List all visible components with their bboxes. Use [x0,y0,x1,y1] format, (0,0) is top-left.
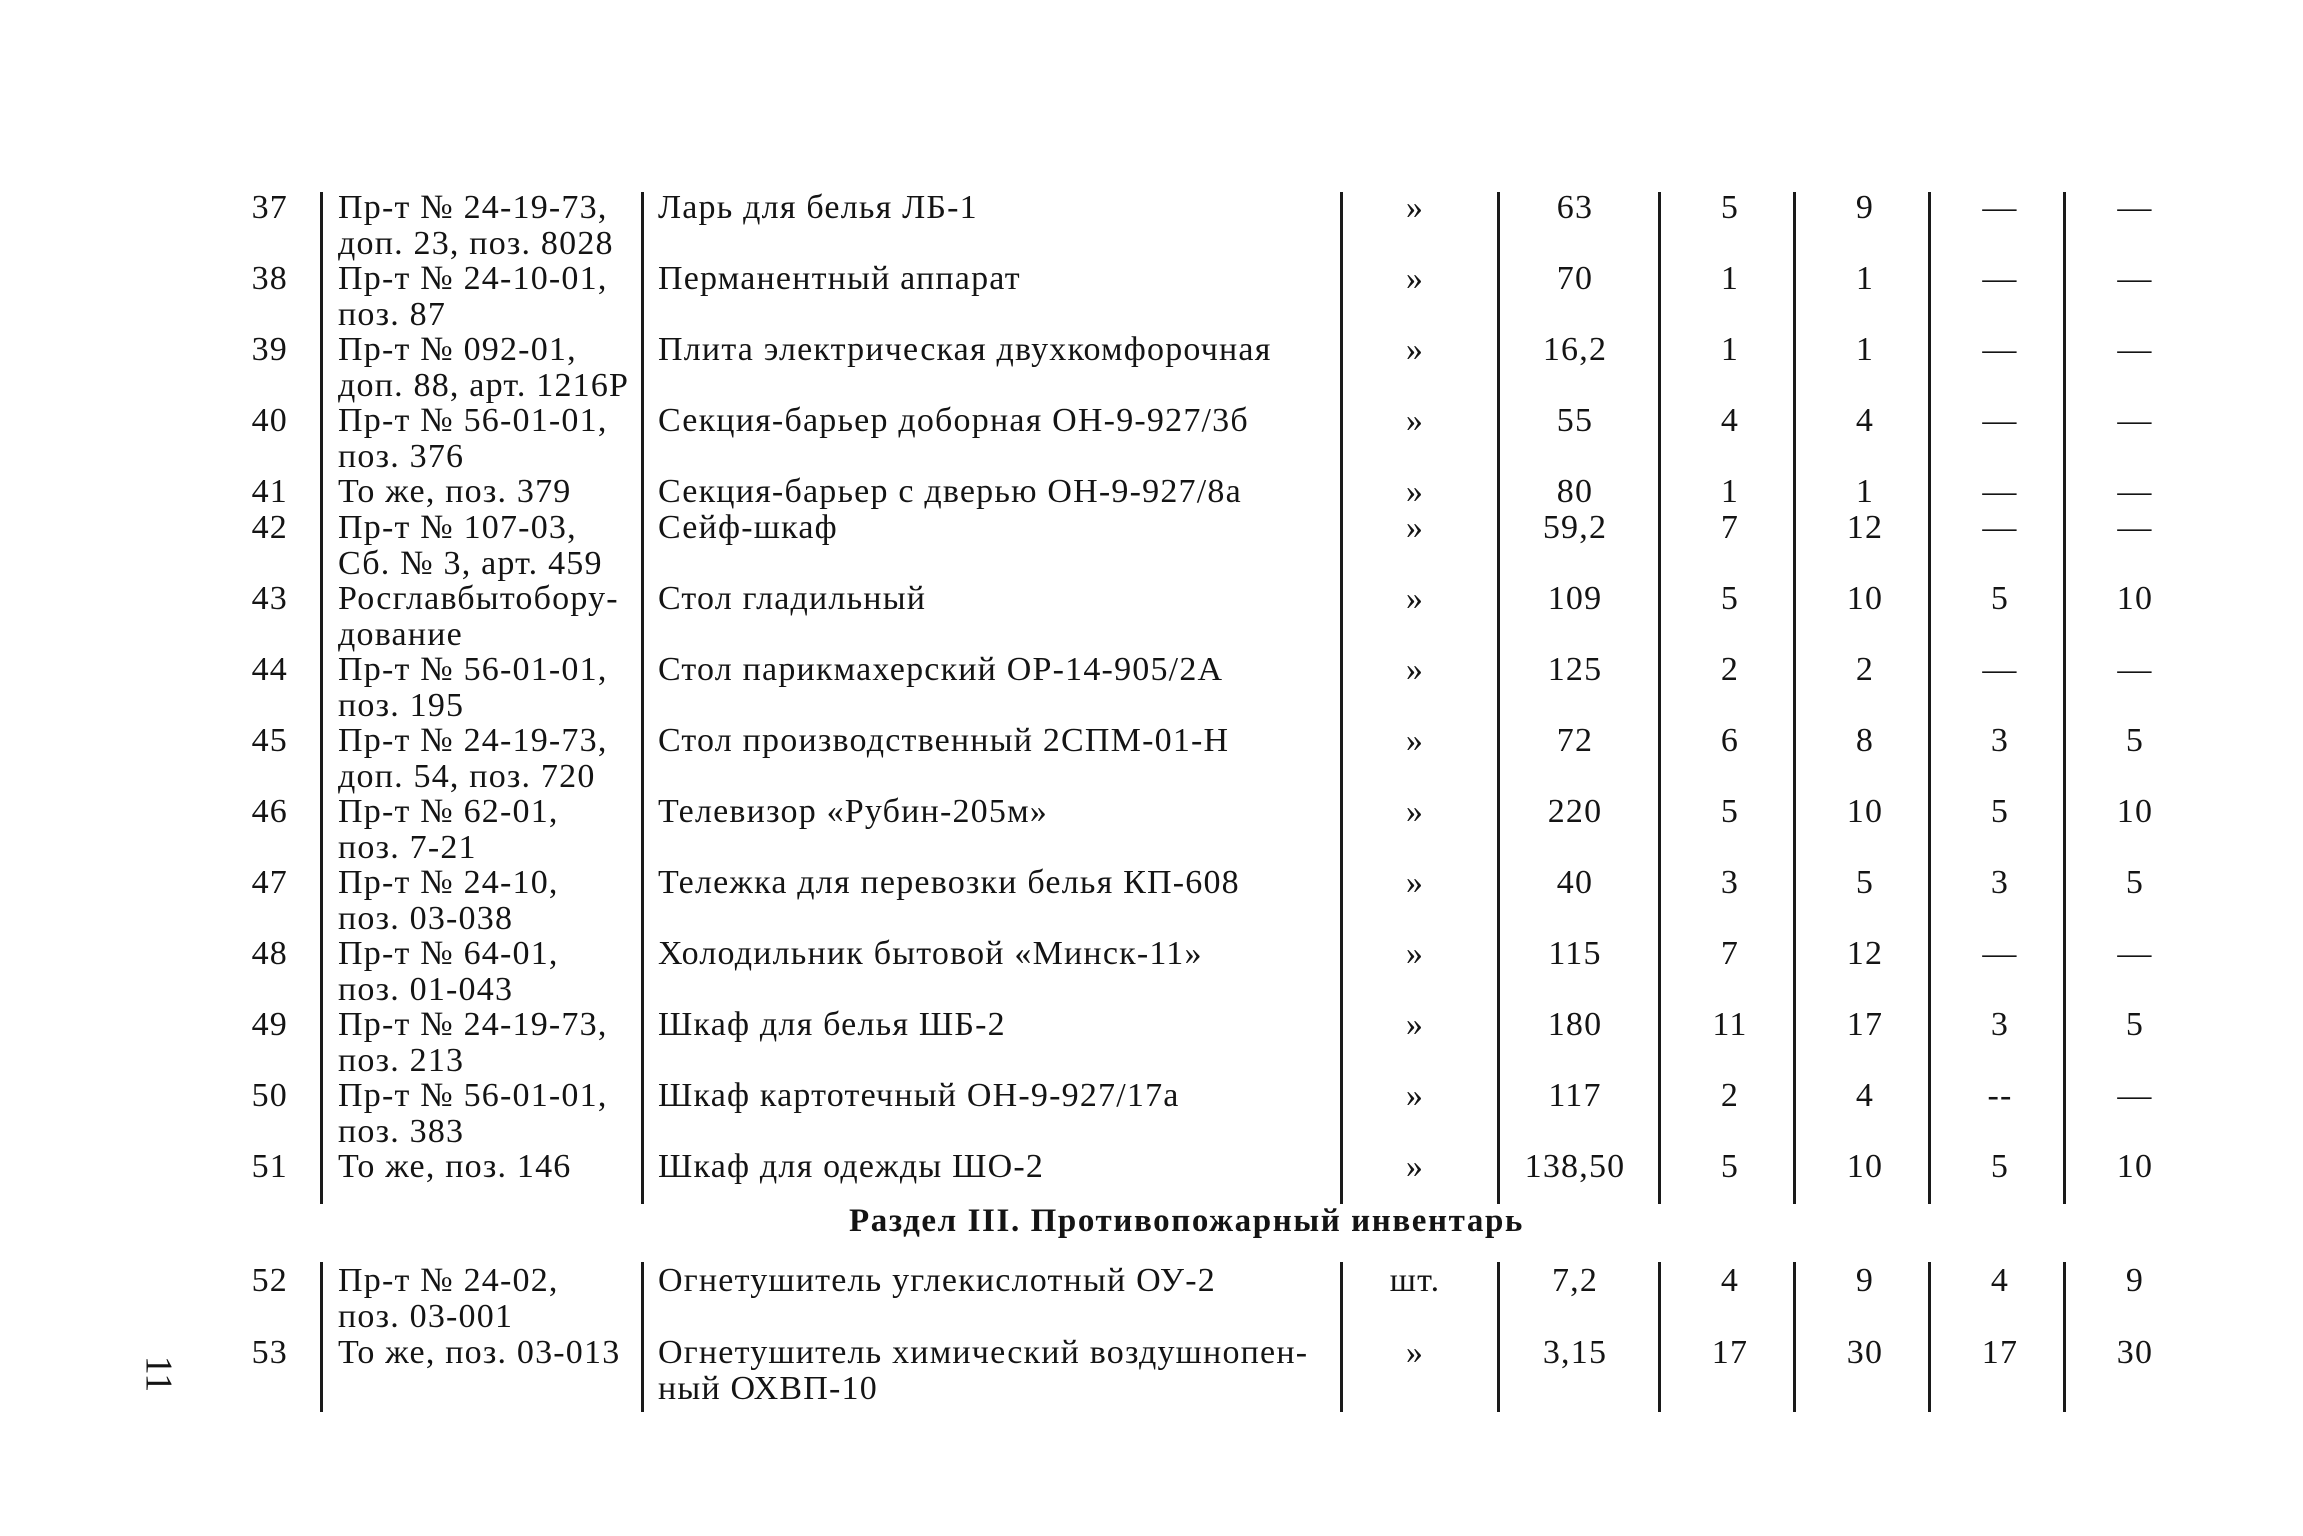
table-row [0,403,2303,473]
source-reference-line: поз. 213 [338,1042,465,1079]
value-col-2: 1 [1720,331,1740,368]
table-row [0,1263,2303,1333]
source-reference [338,1007,634,1079]
value-col-1: 16,2 [1542,331,1608,368]
value-col-1: 117 [1548,1077,1602,1114]
value-col-2: 4 [1720,1262,1740,1299]
value-col-1: 55 [1556,402,1594,439]
value-col-3: 8 [1855,722,1875,759]
value-col-5: 9 [2125,1262,2145,1299]
item-name [658,1149,1318,1185]
value-col-3: 17 [1846,1006,1884,1043]
value-col-4: 5 [1990,793,2010,830]
value-col-4: — [1982,935,2018,972]
value-col-5: 5 [2125,1006,2145,1043]
row-number: 42 [251,509,288,546]
value-col-1: 63 [1556,189,1594,226]
item-name-line: Тележка для перевозки белья КП-608 [658,864,1240,901]
source-reference-line: Пр-т № 56-01-01, [338,402,608,439]
item-name-line: Сейф-шкаф [658,509,838,546]
value-col-3: 1 [1855,473,1875,510]
source-reference [338,936,634,1008]
value-col-1: 138,50 [1524,1148,1626,1185]
value-col-4: 3 [1990,864,2010,901]
value-col-3: 1 [1855,260,1875,297]
item-name [658,261,1318,297]
source-reference-line: Пр-т № 24-10, [338,864,559,901]
value-col-2: 7 [1720,509,1740,546]
row-number: 45 [251,722,288,759]
row-number: 37 [251,189,288,226]
value-col-2: 4 [1720,402,1740,439]
value-col-2: 17 [1711,1334,1749,1371]
source-reference-line: То же, поз. 379 [338,473,572,510]
value-col-5: — [2117,260,2153,297]
row-number: 48 [251,935,288,972]
unit: » [1405,189,1425,226]
value-col-1: 40 [1556,864,1594,901]
value-col-4: — [1982,331,2018,368]
unit: » [1405,331,1425,368]
unit: » [1405,1148,1425,1185]
value-col-5: 5 [2125,722,2145,759]
source-reference [338,865,634,937]
value-col-3: 10 [1846,793,1884,830]
value-col-2: 5 [1720,580,1740,617]
source-reference [338,581,634,653]
value-col-4: — [1982,402,2018,439]
value-col-3: 10 [1846,580,1884,617]
value-col-3: 2 [1855,651,1875,688]
table-row [0,723,2303,793]
value-col-3: 1 [1855,331,1875,368]
value-col-3: 30 [1846,1334,1884,1371]
value-col-5: — [2117,1077,2153,1114]
value-col-1: 115 [1548,935,1602,972]
item-name-line: Плита электрическая двухкомфорочная [658,331,1272,368]
source-reference-line: Пр-т № 24-19-73, [338,722,608,759]
item-name-line: Секция-барьер с дверью ОН-9-927/8а [658,473,1242,510]
item-name [658,1078,1318,1114]
item-name-line: Стол гладильный [658,580,927,617]
source-reference-line: поз. 03-038 [338,900,514,937]
item-name [658,403,1318,439]
source-reference [338,794,634,866]
value-col-4: — [1982,189,2018,226]
source-reference-line: Пр-т № 24-19-73, [338,189,608,226]
value-col-5: — [2117,331,2153,368]
item-name-line: Телевизор «Рубин-205м» [658,793,1048,830]
row-number: 46 [251,793,288,830]
value-col-4: — [1982,260,2018,297]
table-row [0,510,2303,580]
value-col-4: — [1982,651,2018,688]
source-reference [338,652,634,724]
source-reference [338,510,634,582]
source-reference-line: Пр-т № 64-01, [338,935,559,972]
value-col-2: 6 [1720,722,1740,759]
item-name-line: Шкаф картотечный ОН-9-927/17а [658,1077,1180,1114]
value-col-5: — [2117,509,2153,546]
source-reference [338,1149,634,1185]
table-row [0,581,2303,651]
table-row [0,865,2303,935]
item-name [658,474,1318,510]
value-col-1: 80 [1556,473,1594,510]
source-reference-line: поз. 03-001 [338,1298,514,1335]
item-name-line: Огнетушитель химический воздушнопен- [658,1334,1309,1371]
value-col-5: 10 [2116,793,2154,830]
table-row [0,652,2303,722]
source-reference-line: То же, поз. 146 [338,1148,572,1185]
table-row [0,1007,2303,1077]
value-col-2: 3 [1720,864,1740,901]
item-name [658,794,1318,830]
source-reference-line: Пр-т № 56-01-01, [338,651,608,688]
value-col-3: 9 [1855,189,1875,226]
row-number: 39 [251,331,288,368]
row-number: 53 [251,1334,288,1371]
item-name [658,1263,1318,1299]
row-number: 50 [251,1077,288,1114]
item-name-line: Перманентный аппарат [658,260,1021,297]
item-name [658,1335,1318,1407]
value-col-2: 1 [1720,260,1740,297]
value-col-4: 3 [1990,722,2010,759]
item-name [658,1007,1318,1043]
value-col-5: — [2117,473,2153,510]
unit: » [1405,1006,1425,1043]
source-reference-line: То же, поз. 03-013 [338,1334,621,1371]
item-name-line: Секция-барьер доборная ОН-9-927/3б [658,402,1249,439]
value-col-2: 5 [1720,189,1740,226]
item-name [658,190,1318,226]
row-number: 41 [251,473,288,510]
value-col-5: 5 [2125,864,2145,901]
item-name [658,936,1318,972]
row-number: 38 [251,260,288,297]
value-col-1: 180 [1547,1006,1603,1043]
value-col-2: 2 [1720,1077,1740,1114]
unit: » [1405,509,1425,546]
unit: » [1405,864,1425,901]
row-number: 52 [251,1262,288,1299]
row-number: 44 [251,651,288,688]
value-col-5: — [2117,935,2153,972]
value-col-3: 9 [1855,1262,1875,1299]
value-col-1: 3,15 [1542,1334,1608,1371]
value-col-2: 1 [1720,473,1740,510]
table-row [0,1335,2303,1405]
value-col-3: 4 [1855,1077,1875,1114]
value-col-4: 5 [1990,1148,2010,1185]
row-number: 40 [251,402,288,439]
source-reference-line: дование [338,616,463,653]
value-col-4: — [1982,509,2018,546]
source-reference [338,474,634,510]
value-col-2: 5 [1720,1148,1740,1185]
value-col-2: 11 [1712,1006,1748,1043]
value-col-1: 109 [1547,580,1603,617]
source-reference-line: поз. 7-21 [338,829,477,866]
source-reference-line: Пр-т № 092-01, [338,331,577,368]
unit: » [1405,402,1425,439]
source-reference-line: поз. 195 [338,687,465,724]
source-reference-line: доп. 23, поз. 8028 [338,225,614,262]
value-col-1: 59,2 [1542,509,1608,546]
source-reference [338,403,634,475]
item-name-line: Ларь для белья ЛБ-1 [658,189,978,226]
value-col-2: 5 [1720,793,1740,830]
source-reference [338,261,634,333]
item-name-line: Холодильник бытовой «Минск-11» [658,935,1203,972]
source-reference [338,1263,634,1335]
unit: » [1405,935,1425,972]
unit: » [1405,793,1425,830]
unit: » [1405,580,1425,617]
value-col-5: — [2117,651,2153,688]
table-row [0,794,2303,864]
value-col-5: 10 [2116,1148,2154,1185]
row-number: 49 [251,1006,288,1043]
item-name [658,652,1318,688]
unit: » [1405,473,1425,510]
value-col-5: 30 [2116,1334,2154,1371]
value-col-3: 12 [1846,935,1884,972]
value-col-1: 72 [1556,722,1594,759]
value-col-5: 10 [2116,580,2154,617]
source-reference-line: Пр-т № 24-02, [338,1262,559,1299]
source-reference [338,190,634,262]
item-name-line: Шкаф для белья ШБ-2 [658,1006,1006,1043]
item-name [658,332,1318,368]
row-number: 43 [251,580,288,617]
value-col-4: 17 [1981,1334,2019,1371]
source-reference [338,1078,634,1150]
value-col-3: 10 [1846,1148,1884,1185]
item-name [658,723,1318,759]
source-reference-line: Пр-т № 62-01, [338,793,559,830]
value-col-5: — [2117,189,2153,226]
unit: » [1405,651,1425,688]
source-reference-line: Сб. № 3, арт. 459 [338,545,603,582]
value-col-2: 7 [1720,935,1740,972]
value-col-5: — [2117,402,2153,439]
unit: » [1405,1334,1425,1371]
source-reference-line: доп. 54, поз. 720 [338,758,596,795]
value-col-4: 3 [1990,1006,2010,1043]
source-reference-line: поз. 01-043 [338,971,514,1008]
source-reference-line: Росглавбытобору- [338,580,619,617]
table-row [0,261,2303,331]
item-name [658,865,1318,901]
source-reference-line: поз. 87 [338,296,447,333]
row-number: 47 [251,864,288,901]
page-number: 11 [137,1355,180,1393]
source-reference-line: Пр-т № 107-03, [338,509,577,546]
item-name [658,510,1318,546]
value-col-1: 220 [1547,793,1603,830]
section-title: Раздел III. Противопожарный инвентарь [848,1203,1524,1239]
item-name-line: Шкаф для одежды ШО-2 [658,1148,1045,1185]
table-row [0,332,2303,402]
unit: » [1405,1077,1425,1114]
source-reference-line: поз. 383 [338,1113,465,1150]
item-name-line: Огнетушитель углекислотный ОУ-2 [658,1262,1216,1299]
source-reference [338,1335,634,1371]
table-row [0,936,2303,1006]
item-name-line: Стол парикмахерский ОР-14-905/2А [658,651,1224,688]
source-reference-line: доп. 88, арт. 1216Р [338,367,630,404]
source-reference-line: Пр-т № 24-19-73, [338,1006,608,1043]
value-col-3: 4 [1855,402,1875,439]
source-reference-line: Пр-т № 24-10-01, [338,260,608,297]
source-reference [338,723,634,795]
item-name-line: Стол производственный 2СПМ-01-Н [658,722,1230,759]
item-name-line: ный ОХВП-10 [658,1370,878,1407]
value-col-4: -- [1987,1077,2013,1114]
source-reference [338,332,634,404]
value-col-4: — [1982,473,2018,510]
value-col-1: 7,2 [1551,1262,1599,1299]
unit: » [1405,722,1425,759]
source-reference-line: Пр-т № 56-01-01, [338,1077,608,1114]
source-reference-line: поз. 376 [338,438,465,475]
value-col-1: 125 [1547,651,1603,688]
value-col-4: 5 [1990,580,2010,617]
value-col-2: 2 [1720,651,1740,688]
table-row [0,190,2303,260]
value-col-1: 70 [1556,260,1594,297]
value-col-3: 5 [1855,864,1875,901]
value-col-3: 12 [1846,509,1884,546]
table-row [0,1078,2303,1148]
unit: » [1405,260,1425,297]
unit: шт. [1389,1262,1441,1299]
item-name [658,581,1318,617]
value-col-4: 4 [1990,1262,2010,1299]
row-number: 51 [251,1148,288,1185]
